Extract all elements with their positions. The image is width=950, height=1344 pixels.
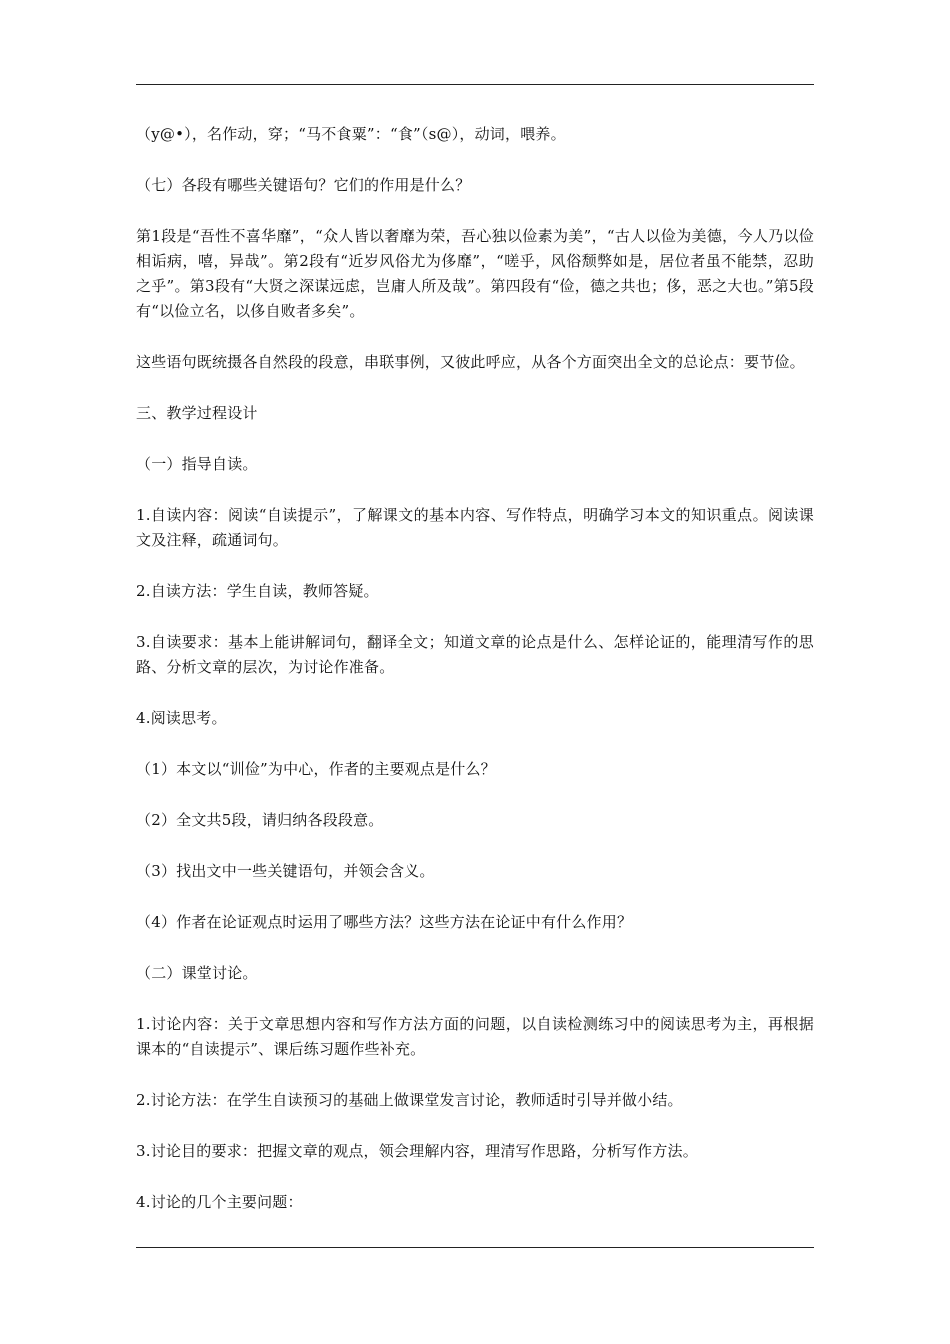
section-heading: 三、教学过程设计 [136,404,258,422]
paragraph-16: 1.讨论内容：关于文章思想内容和写作方法方面的问题，以自读检测练习中的阅读思考为主，再根据课本的“自读提示”、课后练习题作些补充。 [136,1015,814,1058]
subheading-2: （二）课堂讨论。 [136,964,258,982]
header-rule [136,84,814,85]
question-1: （1）本文以“训俭”为中心，作者的主要观点是什么？ [136,760,496,778]
paragraph-19: 4.讨论的几个主要问题： [136,1193,303,1211]
subheading-1: （一）指导自读。 [136,455,258,473]
document-body [136,122,814,1215]
paragraph-9: 3.自读要求：基本上能讲解词句，翻译全文；知道文章的论点是什么、怎样论证的，能理清写作的思路、分析文章的层次，为讨论作准备。 [136,633,814,676]
paragraph-4: 这些语句既统摄各自然段的段意，串联事例，又彼此呼应，从各个方面突出全文的总论点：要节俭。 [136,353,805,371]
question-2: （2）全文共5段，请归纳各段段意。 [136,811,384,829]
paragraph-2: （七）各段有哪些关键语句？它们的作用是什么？ [136,176,471,194]
paragraph-10: 4.阅读思考。 [136,709,227,727]
paragraph-7: 1.自读内容：阅读“自读提示”，了解课文的基本内容、写作特点，明确学习本文的知识重点。阅读课文及注释，疏通词句。 [136,506,814,549]
paragraph-18: 3.讨论目的要求：把握文章的观点，领会理解内容，理清写作思路，分析写作方法。 [136,1142,698,1160]
footer-rule [136,1247,814,1248]
paragraph-3: 第1段是“吾性不喜华靡”，“众人皆以奢靡为荣，吾心独以俭素为美”，“古人以俭为美德，今人乃以俭相诟病，嘻，异哉”。第2段有“近岁风俗尤为侈靡”，“嗟乎，风俗颓弊如是，居位者虽不能禁，忍助之乎”。第3段有“大贤之深谋远虑，岂庸人所及哉”。第四段有“俭，德之共也；侈，恶之大也。”第5段有“以俭立名，以侈自败者多矣”。 [136,227,814,320]
paragraph-1: （y@•），名作动，穿；“马不食粟”：“食”（s@），动词，喂养。 [136,125,566,143]
question-4: （4）作者在论证观点时运用了哪些方法？这些方法在论证中有什么作用？ [136,913,633,931]
question-3: （3）找出文中一些关键语句，并领会含义。 [136,862,435,880]
paragraph-8: 2.自读方法：学生自读，教师答疑。 [136,582,379,600]
paragraph-17: 2.讨论方法：在学生自读预习的基础上做课堂发言讨论，教师适时引导并做小结。 [136,1091,683,1109]
